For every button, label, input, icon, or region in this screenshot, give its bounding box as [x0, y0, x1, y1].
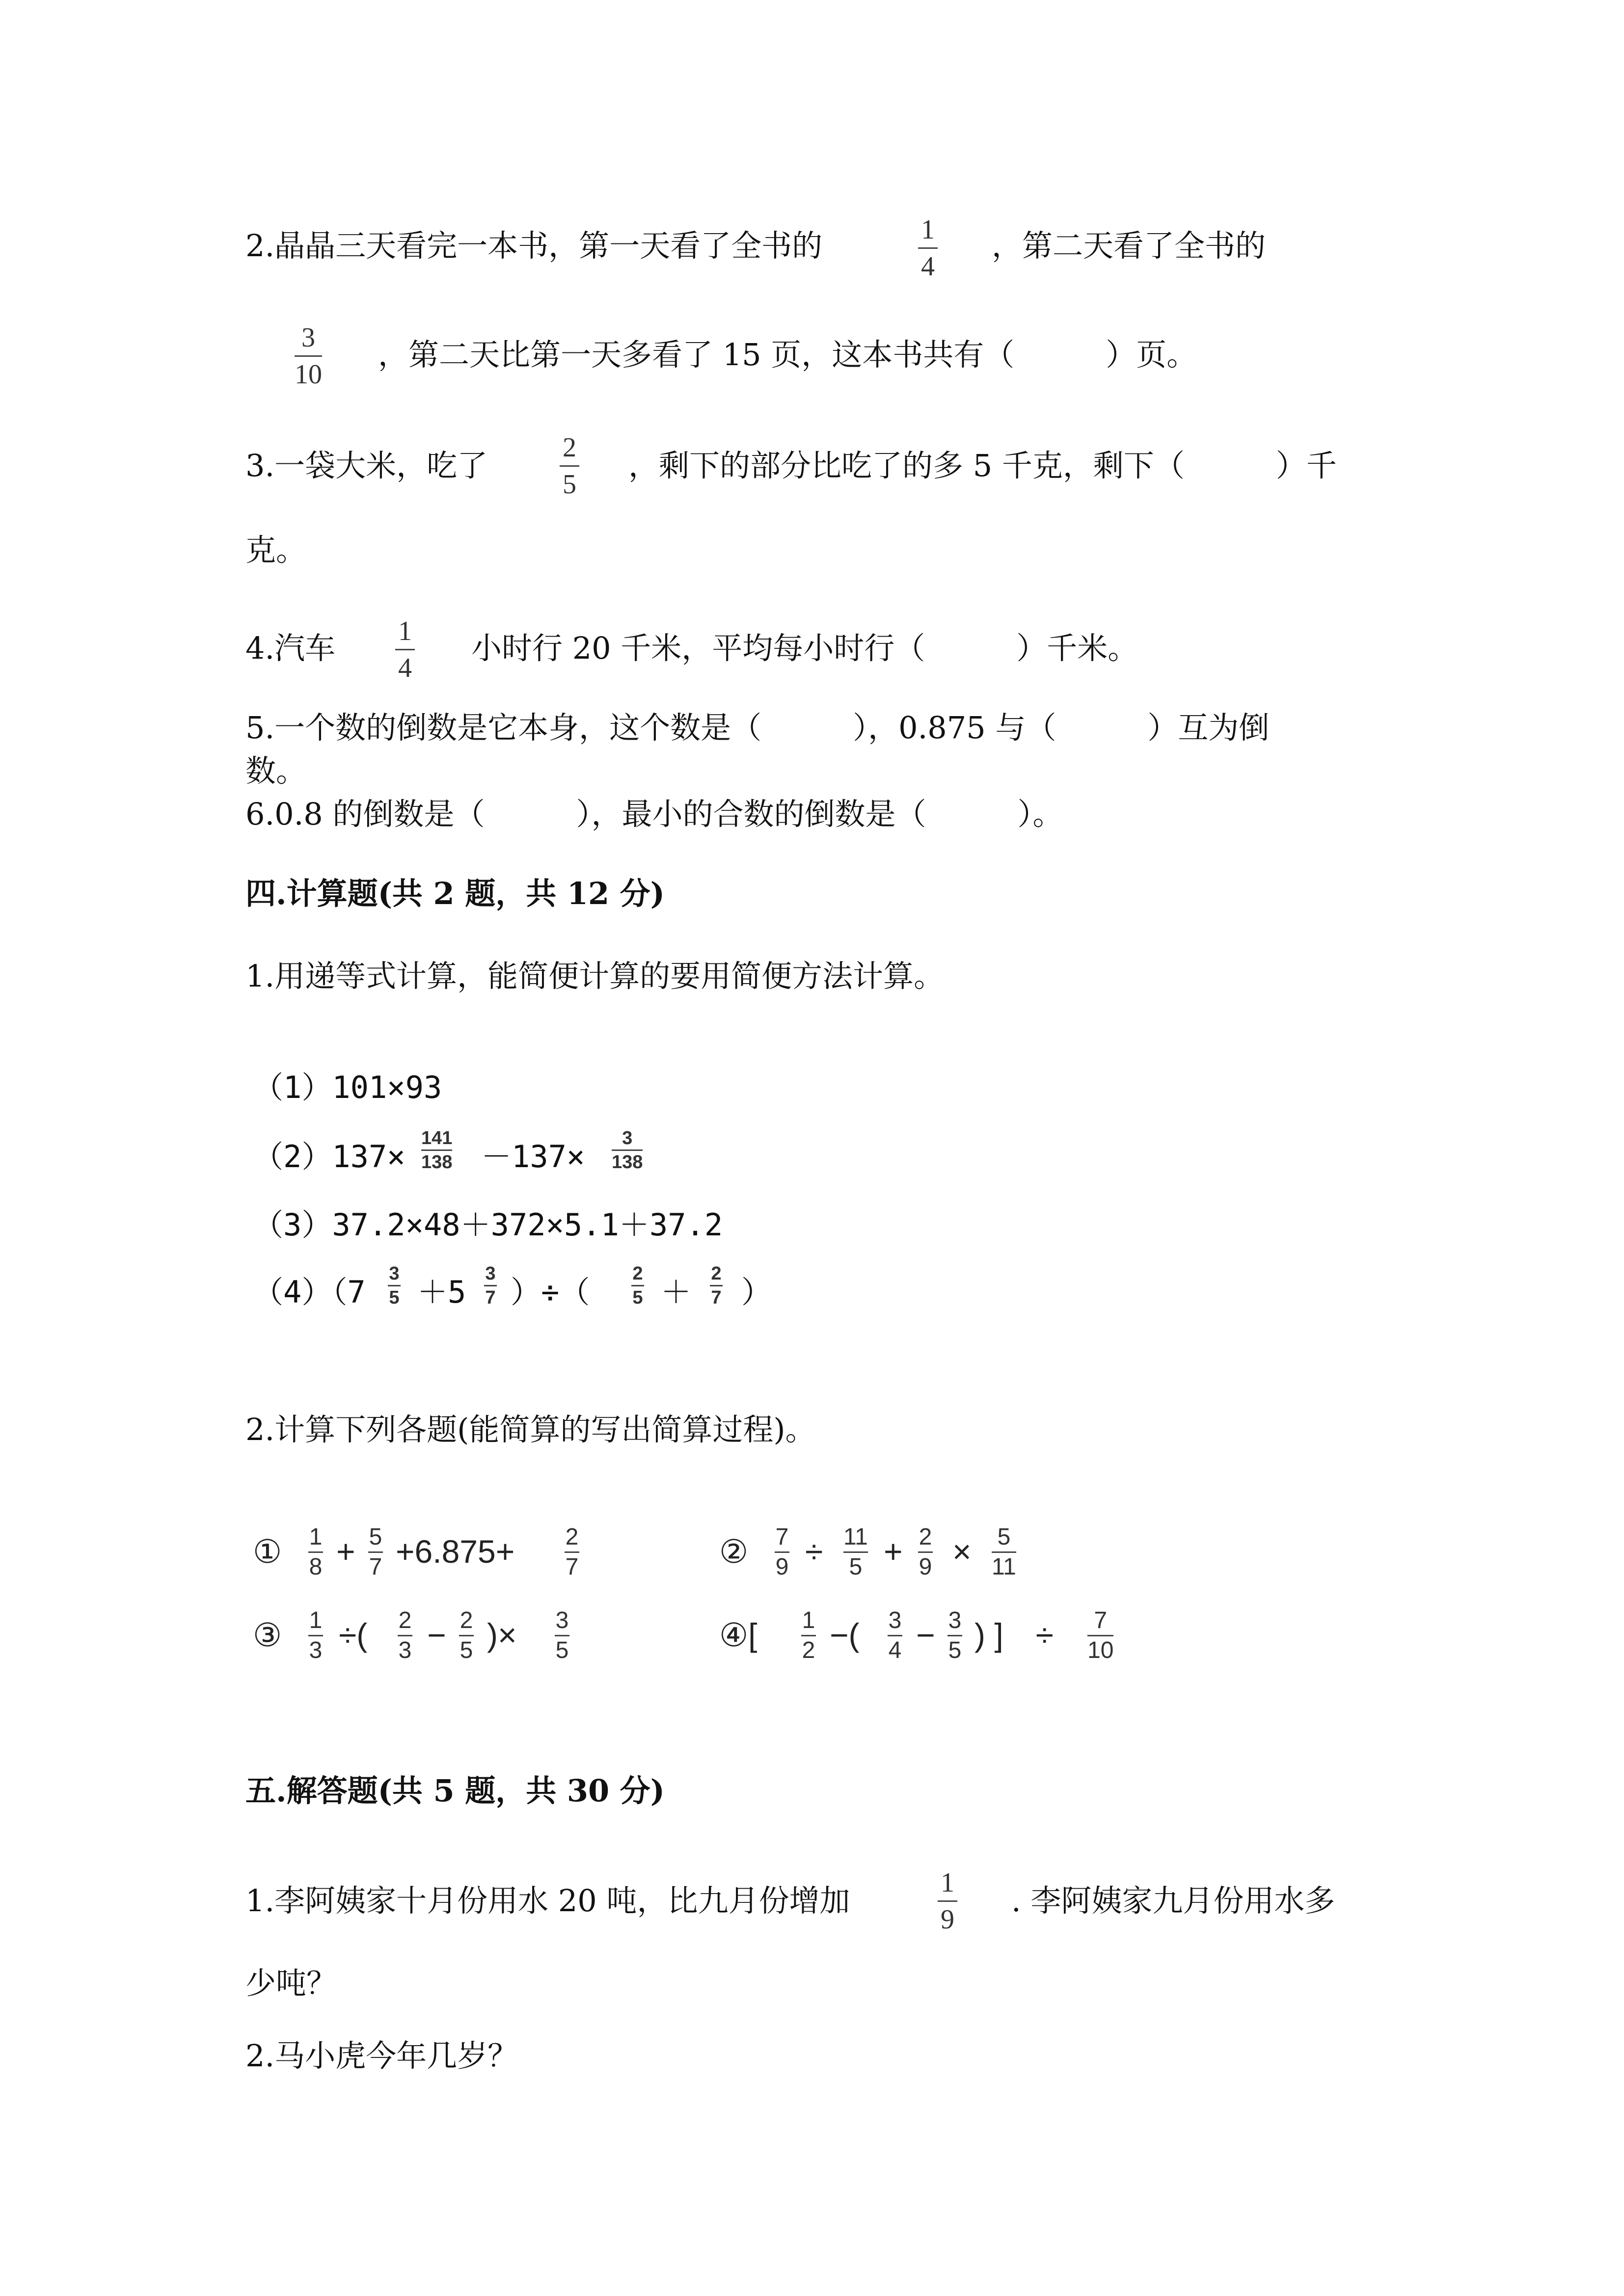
math-4-fraction-2: 3 4 — [888, 1607, 902, 1663]
calc-4-c: ）÷（ — [511, 1274, 590, 1310]
math-4-label: ④[ — [719, 1617, 758, 1653]
math-3-label: ③ — [253, 1617, 282, 1653]
calc-4-d: ＋ — [661, 1274, 692, 1310]
q3-line2: 克。 — [245, 532, 307, 568]
math-1-op1: + — [336, 1533, 355, 1570]
q5-line1: 5.一个数的倒数是它本身，这个数是（ ），0.875 与（ ）互为倒 — [245, 710, 1270, 746]
math-1-label: ① — [253, 1533, 282, 1570]
q6-line1: 6.0.8 的倒数是（ ），最小的合数的倒数是（ ）。 — [245, 796, 1063, 832]
q3-line1-b: ，剩下的部分比吃了的多 5 千克，剩下（ ）千 — [628, 448, 1337, 483]
calc-2-fraction-1: 141 138 — [421, 1128, 453, 1173]
math-4-fraction-1: 1 2 — [802, 1607, 815, 1663]
math-3-op1: ÷( — [339, 1617, 368, 1653]
math-2-fraction-4: 5 11 — [992, 1524, 1016, 1580]
section5-q1-b: . 李阿姨家九月份用水多 — [1011, 1883, 1335, 1919]
calc-4-fraction-3: 2 5 — [631, 1264, 644, 1307]
math-1-fraction-3: 2 7 — [565, 1524, 579, 1580]
calc-1: （1）101×93 — [253, 1069, 442, 1105]
q4-b: 小时行 20 千米，平均每小时行（ ）千米。 — [471, 630, 1138, 666]
calc-2-a: （2）137× — [253, 1139, 406, 1175]
math-3-op3: )× — [487, 1617, 517, 1653]
calc-4-b: ＋5 — [417, 1274, 466, 1310]
q2-fraction-2: 3 10 — [295, 322, 322, 390]
math-2-op3: × — [952, 1533, 972, 1570]
q4-fraction: 1 4 — [395, 617, 415, 682]
q2-line1-b: ，第二天看了全书的 — [992, 228, 1266, 264]
q2-line2: ，第二天比第一天多看了 15 页，这本书共有（ ）页。 — [378, 337, 1197, 373]
calc-4-e: ） — [741, 1274, 772, 1310]
math-4-op1: −( — [830, 1617, 860, 1653]
section4-q1: 1.用递等式计算，能简便计算的要用简便方法计算。 — [245, 958, 945, 994]
calc-4-fraction-1: 3 5 — [388, 1264, 401, 1307]
math-3-fraction-1: 1 3 — [309, 1607, 323, 1663]
math-4-op2: − — [916, 1617, 935, 1653]
section5-q2: 2.马小虎今年几岁？ — [245, 2038, 518, 2074]
section5-q1-line2: 少吨？ — [245, 1965, 337, 2001]
calc-4-fraction-4: 2 7 — [710, 1264, 723, 1307]
math-2-op1: ÷ — [805, 1533, 823, 1570]
math-2-label: ② — [719, 1533, 749, 1570]
math-2-fraction-1: 7 9 — [775, 1524, 789, 1580]
q2-line1-a: 2.晶晶三天看完一本书，第一天看了全书的 — [245, 228, 823, 264]
q3-line1-a: 3.一袋大米，吃了 — [245, 448, 488, 483]
math-3-op2: − — [427, 1617, 446, 1653]
math-4-fraction-4: 7 10 — [1087, 1607, 1114, 1663]
math-3-fraction-2: 2 3 — [398, 1607, 412, 1663]
q3-fraction: 2 5 — [560, 434, 579, 498]
calc-2-b: －137× — [481, 1139, 585, 1175]
section4-q2: 2.计算下列各题(能简算的写出简算过程)。 — [245, 1412, 816, 1447]
math-3-fraction-4: 3 5 — [555, 1607, 569, 1663]
calc-4-fraction-2: 3 7 — [484, 1264, 497, 1307]
math-2-fraction-3: 2 9 — [919, 1524, 932, 1580]
calc-2-fraction-2: 3 138 — [612, 1128, 643, 1173]
q5-line2: 数。 — [245, 753, 307, 789]
math-2-fraction-2: 11 5 — [843, 1524, 868, 1580]
q2-fraction-1: 1 4 — [918, 216, 938, 280]
math-3-fraction-3: 2 5 — [460, 1607, 473, 1663]
math-1-fraction-2: 5 7 — [369, 1524, 382, 1580]
calc-3: （3）37.2×48＋372×5.1＋37.2 — [253, 1207, 723, 1243]
section4-title: 四.计算题(共 2 题，共 12 分) — [245, 876, 665, 911]
math-1-op2: +6.875+ — [396, 1533, 515, 1570]
math-4-fraction-3: 3 5 — [948, 1607, 962, 1663]
math-2-op2: + — [884, 1533, 903, 1570]
section5-q1-fraction: 1 9 — [938, 1869, 957, 1933]
q4-a: 4.汽车 — [245, 630, 336, 666]
math-1-fraction-1: 1 8 — [309, 1524, 323, 1580]
section5-title: 五.解答题(共 5 题，共 30 分) — [245, 1773, 665, 1809]
calc-4-a: （4）（7 — [253, 1274, 366, 1310]
section5-q1-a: 1.李阿姨家十月份用水 20 吨，比九月份增加 — [245, 1883, 850, 1919]
math-4-op3: ) ] ÷ — [974, 1617, 1054, 1653]
